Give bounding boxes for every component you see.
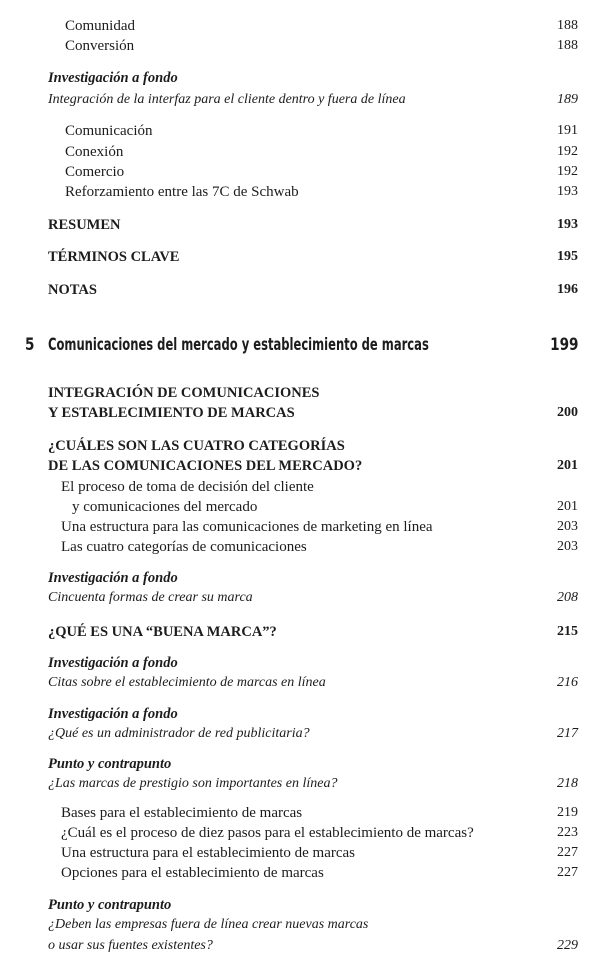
section-title: Y ESTABLECIMIENTO DE MARCAS bbox=[48, 405, 295, 421]
feature-heading bbox=[0, 756, 600, 776]
entry-title: Las cuatro categorías de comunicaciones bbox=[61, 539, 307, 555]
entry-page: 203 bbox=[557, 519, 578, 534]
toc-entry bbox=[0, 164, 600, 184]
toc-section bbox=[0, 624, 600, 644]
entry-title: Comercio bbox=[65, 164, 125, 180]
entry-page: 188 bbox=[557, 38, 578, 53]
chapter-page: 199 bbox=[549, 335, 578, 355]
entry-title: Cincuenta formas de crear su marca bbox=[48, 590, 253, 605]
toc-section bbox=[0, 385, 600, 405]
toc-section bbox=[0, 282, 600, 302]
feature-label: Investigación a fondo bbox=[48, 706, 178, 722]
toc-entry bbox=[0, 865, 600, 885]
entry-page: 192 bbox=[557, 164, 578, 179]
entry-title: ¿Deben las empresas fuera de línea crear nuevas marcas bbox=[48, 917, 369, 932]
entry-title: ¿Las marcas de prestigio son importantes en línea? bbox=[48, 776, 338, 791]
section-title: RESUMEN bbox=[48, 217, 121, 233]
entry-page: 208 bbox=[557, 590, 578, 605]
toc-section bbox=[0, 458, 600, 478]
feature-heading bbox=[0, 570, 600, 590]
entry-title: Conexión bbox=[65, 144, 124, 160]
entry-title: ¿Qué es un administrador de red publicitaria? bbox=[48, 726, 310, 741]
toc-entry bbox=[0, 845, 600, 865]
entry-title: Citas sobre el establecimiento de marcas en línea bbox=[48, 675, 326, 690]
toc-entry bbox=[0, 479, 600, 499]
entry-title: Comunidad bbox=[65, 18, 135, 34]
feature-heading bbox=[0, 897, 600, 917]
section-title: INTEGRACIÓN DE COMUNICACIONES bbox=[48, 385, 320, 401]
entry-page: 217 bbox=[557, 726, 578, 741]
feature-heading bbox=[0, 655, 600, 675]
entry-page: 229 bbox=[557, 938, 578, 953]
entry-title: Bases para el establecimiento de marcas bbox=[61, 805, 303, 821]
toc-entry bbox=[0, 92, 600, 112]
entry-title: El proceso de toma de decisión del cliente bbox=[61, 479, 314, 495]
toc-entry bbox=[0, 805, 600, 825]
toc-entry bbox=[0, 726, 600, 746]
entry-title: Conversión bbox=[65, 38, 135, 54]
section-title: ¿CUÁLES SON LAS CUATRO CATEGORÍAS bbox=[48, 438, 345, 454]
toc-entry bbox=[0, 675, 600, 695]
entry-page: 227 bbox=[557, 865, 578, 880]
entry-title: o usar sus fuentes existentes? bbox=[48, 938, 213, 953]
feature-label: Investigación a fondo bbox=[48, 70, 178, 86]
entry-page: 215 bbox=[557, 624, 578, 639]
toc-entry bbox=[0, 519, 600, 539]
entry-page: 189 bbox=[557, 92, 578, 107]
entry-page: 193 bbox=[557, 184, 578, 199]
entry-title: Una estructura para el establecimiento de marcas bbox=[61, 845, 356, 861]
entry-title: Integración de la interfaz para el cliente dentro y fuera de línea bbox=[48, 92, 406, 107]
chapter-number: 5 bbox=[25, 335, 35, 355]
entry-page: 216 bbox=[557, 675, 578, 690]
chapter-title: Comunicaciones del mercado y establecimiento de marcas bbox=[48, 335, 429, 354]
toc-section bbox=[0, 438, 600, 458]
entry-page: 218 bbox=[557, 776, 578, 791]
toc-entry bbox=[0, 144, 600, 164]
section-title: ¿QUÉ ES UNA “BUENA MARCA”? bbox=[48, 624, 277, 640]
entry-page: 201 bbox=[557, 458, 578, 473]
toc-entry bbox=[0, 18, 600, 38]
toc-section bbox=[0, 249, 600, 269]
toc-entry bbox=[0, 917, 600, 937]
entry-title: Comunicación bbox=[65, 123, 153, 139]
toc-entry bbox=[0, 938, 600, 958]
feature-label: Investigación a fondo bbox=[48, 655, 178, 671]
toc-entry bbox=[0, 184, 600, 204]
feature-label: Punto y contrapunto bbox=[48, 756, 172, 772]
toc-entry bbox=[0, 590, 600, 610]
feature-heading bbox=[0, 70, 600, 90]
section-title: TÉRMINOS CLAVE bbox=[48, 249, 180, 265]
entry-title: Opciones para el establecimiento de marcas bbox=[61, 865, 324, 881]
chapter-heading bbox=[0, 335, 600, 361]
entry-title: y comunicaciones del mercado bbox=[72, 499, 258, 515]
entry-title: ¿Cuál es el proceso de diez pasos para el establecimiento de marcas? bbox=[61, 825, 474, 841]
entry-page: 196 bbox=[557, 282, 578, 297]
entry-title: Una estructura para las comunicaciones de marketing en línea bbox=[61, 519, 433, 535]
entry-title: Reforzamiento entre las 7C de Schwab bbox=[65, 184, 299, 200]
entry-page: 223 bbox=[557, 825, 578, 840]
entry-page: 201 bbox=[557, 499, 578, 514]
toc-entry bbox=[0, 123, 600, 143]
toc-section bbox=[0, 405, 600, 425]
entry-page: 195 bbox=[557, 249, 578, 264]
entry-page: 192 bbox=[557, 144, 578, 159]
feature-label: Investigación a fondo bbox=[48, 570, 178, 586]
feature-heading bbox=[0, 706, 600, 726]
entry-page: 227 bbox=[557, 845, 578, 860]
section-title: NOTAS bbox=[48, 282, 97, 298]
entry-page: 191 bbox=[557, 123, 578, 138]
entry-page: 200 bbox=[557, 405, 578, 420]
entry-page: 193 bbox=[557, 217, 578, 232]
toc-entry bbox=[0, 825, 600, 845]
toc-entry bbox=[0, 776, 600, 796]
feature-label: Punto y contrapunto bbox=[48, 897, 172, 913]
section-title: DE LAS COMUNICACIONES DEL MERCADO? bbox=[48, 458, 363, 474]
toc-entry bbox=[0, 539, 600, 559]
toc-section bbox=[0, 217, 600, 237]
entry-page: 203 bbox=[557, 539, 578, 554]
entry-page: 188 bbox=[557, 18, 578, 33]
toc-entry bbox=[0, 499, 600, 519]
entry-page: 219 bbox=[557, 805, 578, 820]
toc-entry bbox=[0, 38, 600, 58]
